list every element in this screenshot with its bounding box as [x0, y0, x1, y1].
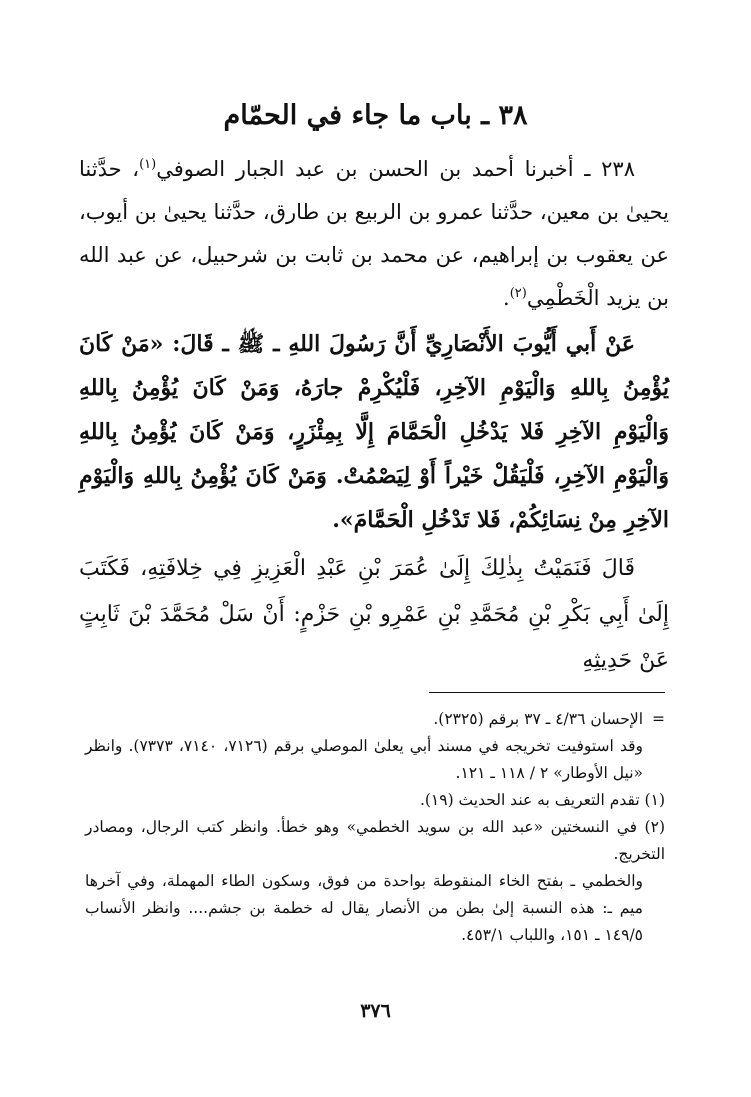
page-number: ٣٧٦ [360, 1000, 391, 1022]
footnote-paragraph-2: والخطمي ـ بفتح الخاء المنقوطة بواحدة من فوق، وسكون الطاء المهملة، وفي آخرها ميم ـ: هذه النسبة إلىٰ بطن من الأنصار يقال له خطمة بن جشم.... وانظر الأنساب ١٤٩/٥ ـ ١٥١، واللباب ٤٥٣/١. [85, 872, 643, 944]
continuation-marker: = [652, 710, 665, 728]
footnotes-section [85, 706, 665, 949]
hadith-matn [79, 322, 669, 542]
hadith-continuation [79, 546, 669, 684]
footnote-paragraph-1: وقد استوفيت تخريجه في مسند أبي يعلىٰ الموصلي برقم (٧١٢٦، ٧١٤٠، ٧٣٧٣). وانظر «نيل الأوطار» ٢ / ١١٨ ـ ١٢١. [85, 737, 643, 782]
matn-text: عَنْ أَبي أَيُّوبَ الأَنْصَارِيِّ أَنَّ رَسُولَ اللهِ ـ ﷺ ـ قَالَ: «مَنْ كَانَ يُؤْمِنُ بِاللهِ وَالْيَوْمِ الآخِرِ، فَلْيُكْرِمْ جارَهُ، وَمَنْ كَانَ يُؤْمِنُ بِاللهِ وَالْيَوْمِ الآخِرِ فَلا يَدْخُلِ الْحَمَّامَ إِلَّا بِمِئْزَرٍ، وَمَنْ كَانَ يُؤْمِنُ بِاللهِ وَالْيَوْمِ الآخِرِ، فَلْيَقُلْ خَيْراً أَوْ لِيَصْمُتْ. وَمَنْ كَانَ يُؤْمِنُ بِاللهِ وَالْيَوْمِ الآخِرِ مِنْ نِسَائِكُمْ، فَلا تَدْخُلِ الْحَمَّامَ». [79, 331, 669, 533]
chapter-title: ٣٨ ـ باب ما جاء في الحمّام [223, 100, 528, 131]
hadith-number: ٢٣٨ ـ [573, 157, 635, 181]
footnote-continuation-text: الإحسان ٤/٣٦ ـ ٣٧ برقم (٢٣٢٥). [433, 710, 643, 728]
isnad-text-2: ، حدَّثنا يحيىٰ بن معين، حدَّثنا عمرو بن الربيع بن طارق، حدَّثنا يحيىٰ بن أيوب، عن يعقوب بن إبراهيم، عن محمد بن ثابت بن شرحبيل، عن عبد الله بن يزيد الْخَطْمِي [79, 157, 669, 310]
footnote-2: (٢) في النسختين «عبد الله بن سويد الخطمي» وهو خطأ. وانظر كتب الرجال، ومصادر التخريج. [85, 818, 665, 863]
isnad-end: . [503, 286, 510, 310]
continuation-text: قَالَ فَنَمَيْتُ بِذٰلِكَ إِلَىٰ عُمَرَ بْنِ عَبْدِ الْعَزِيزِ فِي خِلافَتِهِ، فَكَتَبَ إِلَىٰ أَبِي بَكْرِ بْنِ مُحَمَّدِ بْنِ عَمْرِو بْنِ حَزْمٍ: أَنْ سَلْ مُحَمَّدَ بْنَ ثَابِتٍ عَنْ حَدِيثِهِ [79, 556, 669, 673]
isnad-text-1: أخبرنا أحمد بن الحسن بن عبد الجبار الصوفي [156, 157, 574, 181]
footnote-divider [429, 692, 665, 693]
footnote-ref-1[interactable]: (١) [139, 157, 157, 172]
footnote-ref-2[interactable]: (٢) [509, 286, 527, 301]
footnote-continuation [85, 706, 665, 733]
hadith-isnad [79, 148, 669, 320]
footnote-1: (١) تقدم التعريف به عند الحديث (١٩). [419, 791, 665, 809]
